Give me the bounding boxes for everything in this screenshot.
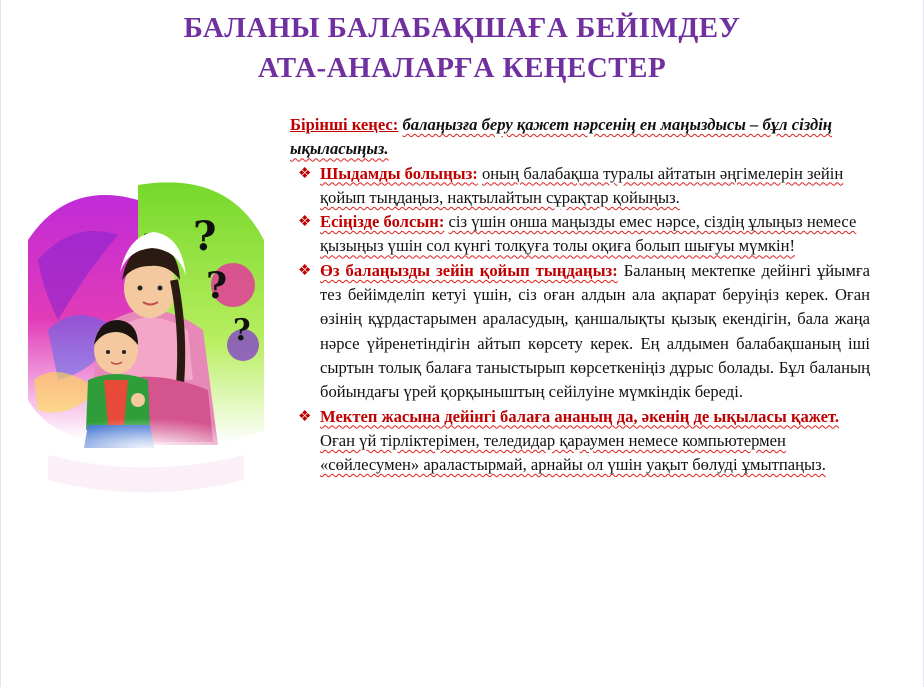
diamond-bullet-icon: ❖ [298,262,312,279]
question-mark: ? [206,265,228,307]
advice-heading: Мектеп жасына дейінгі балаға ананың да, әкенің де ықыласы қажет. [320,406,840,426]
question-mark: ? [193,213,217,260]
advice-body: Баланың мектепке дейінгі ұйымға тез бейімделіп кетуі үшін, сіз оған алдын ала ақпарат беруіңіз керек. Оған өзінің құрдастарымен араласудың, қаншалықты қызық екендігін, бала жаңа нәрсе үйренетіндігін айтып көрсету керек. Ең алдымен балабақшаның іші сыртын толық балаға таныстырып көрсеткеніңіз дұрыс болады. Бұл баланың бойындағы үрей қорқыныштың сейілуіне мүмкіндік береді. [320,260,870,402]
advice-item [290,259,870,405]
advice-item [290,405,870,478]
advice-heading: Шыдамды болыңыз: [320,163,478,183]
question-mark: ? [233,313,251,348]
advice-heading: Өз балаңызды зейін қойып тыңдаңыз: [320,260,618,280]
advice-body: Оған үй тірліктерімен, теледидар қараумен немесе компьютермен «сөйлесумен» араластырмай, арнайы ол үшін уақыт бөлуді ұмытпаңыз. [320,430,826,475]
title-line-2: АТА-АНАЛАРҒА КЕҢЕСТЕР [257,52,667,84]
diamond-bullet-icon: ❖ [298,408,312,425]
left-border [0,0,1,687]
title-line-1: БАЛАНЫ БАЛАБАҚШАҒА БЕЙІМДЕУ [183,12,741,44]
advice-body: сіз үшін онша маңызды емес нәрсе, сіздің ұлыңыз немесе қызыңыз үшін сол күнгі толқуға толы оқиға болып шығуы мүмкін! [320,212,857,256]
intro-label: Бірінші кеңес: [290,115,399,134]
advice-item [290,210,870,259]
advice-item [290,162,870,211]
advice-body: оның балабақша туралы айтатын әңгімелерін зейін қойып тыңдаңыз, нақтылайтын сұрақтар қойыңыз. [320,163,844,207]
intro-text: балаңызға беру қажет нәрсенің ен маңыздысы – бұл сіздің ықыласыңыз. [290,115,833,159]
diamond-bullet-icon: ❖ [298,214,312,231]
diamond-bullet-icon: ❖ [298,165,312,182]
mother-child-illustration [28,180,264,520]
intro-paragraph [290,113,870,162]
advice-text [290,113,870,477]
advice-heading: Есіңізде болсын: [320,212,445,232]
slide-title [90,8,834,88]
